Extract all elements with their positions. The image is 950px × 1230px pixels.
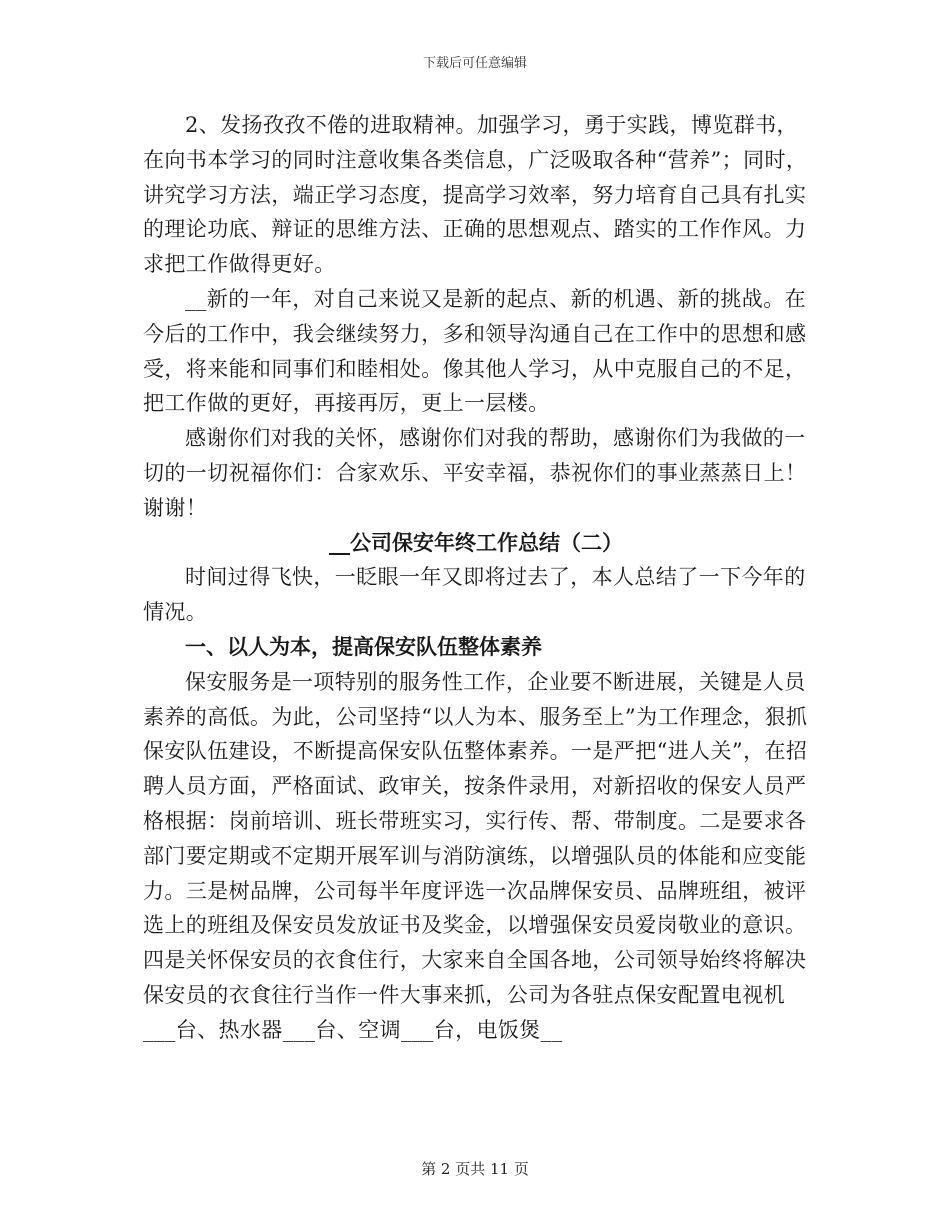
section-title: __公司保安年终工作总结（二） [329,530,623,555]
page-footer: 第 2 页共 11 页 [421,1160,529,1178]
paragraph-intro: 时间过得飞快，一眨眼一年又即将过去了，本人总结了一下今年的情况。 [143,565,806,625]
page-header: 下载后可任意编辑 [422,56,527,71]
document-body [143,108,809,1048]
paragraph-self-improvement: 2、发扬孜孜不倦的进取精神。加强学习，勇于实践，博览群书，在向书本学习的同时注意收集各类信息，广泛吸取各种“营养”；同时，讲究学习方法，端正学习态度，提高学习效率，努力培育自己具有扎实的理论功底、辩证的思维方法、正确的思想观点、踏实的工作作风。力求把工作做得更好。 [143,113,808,277]
paragraph-new-year: __新的一年，对自己来说又是新的起点、新的机遇、新的挑战。在今后的工作中，我会继续努力，多和领导沟通自己在工作中的思想和感受，将来能和同事们和睦相处。像其他人学习，从中克服自己的不足，把工作做的更好，再接再厉，更上一层楼。 [143,286,807,416]
subheading-people-oriented: 一、以人为本，提高保安队伍整体素养 [185,634,542,659]
paragraph-security-service: 保安服务是一项特别的服务性工作，企业要不断进展，关键是人员素养的高低。为此，公司坚持“以人为本、服务至上”为工作理念，狠抓保安队伍建设，不断提高保安队伍整体素养。一是严把“进人关”，在招聘人员方面，严格面试、政审关，按条件录用，对新招收的保安人员严格根据：岗前培训、班长带班实习，实行传、帮、带制度。二是要求各部门要定期或不定期开展军训与消防演练，以增强队员的体能和应变能力。三是树品牌，公司每半年度评选一次品牌保安员、品牌班组，被评选上的班组及保安员发放证书及奖金，以增强保安员爱岗敬业的意识。四是关怀保安员的衣食住行，大家来自全国各地，公司领导始终将解决保安员的衣食往行当作一件大事来抓，公司为各驻点保安配置电视机___台、热水器___台、空调___台，电饭煲__ [143,669,808,1042]
paragraph-thanks: 感谢你们对我的关怀，感谢你们对我的帮助，感谢你们为我做的一切的一切祝福你们：合家欢乐、平安幸福，恭祝你们的事业蒸蒸日上！谢谢！ [143,426,807,520]
